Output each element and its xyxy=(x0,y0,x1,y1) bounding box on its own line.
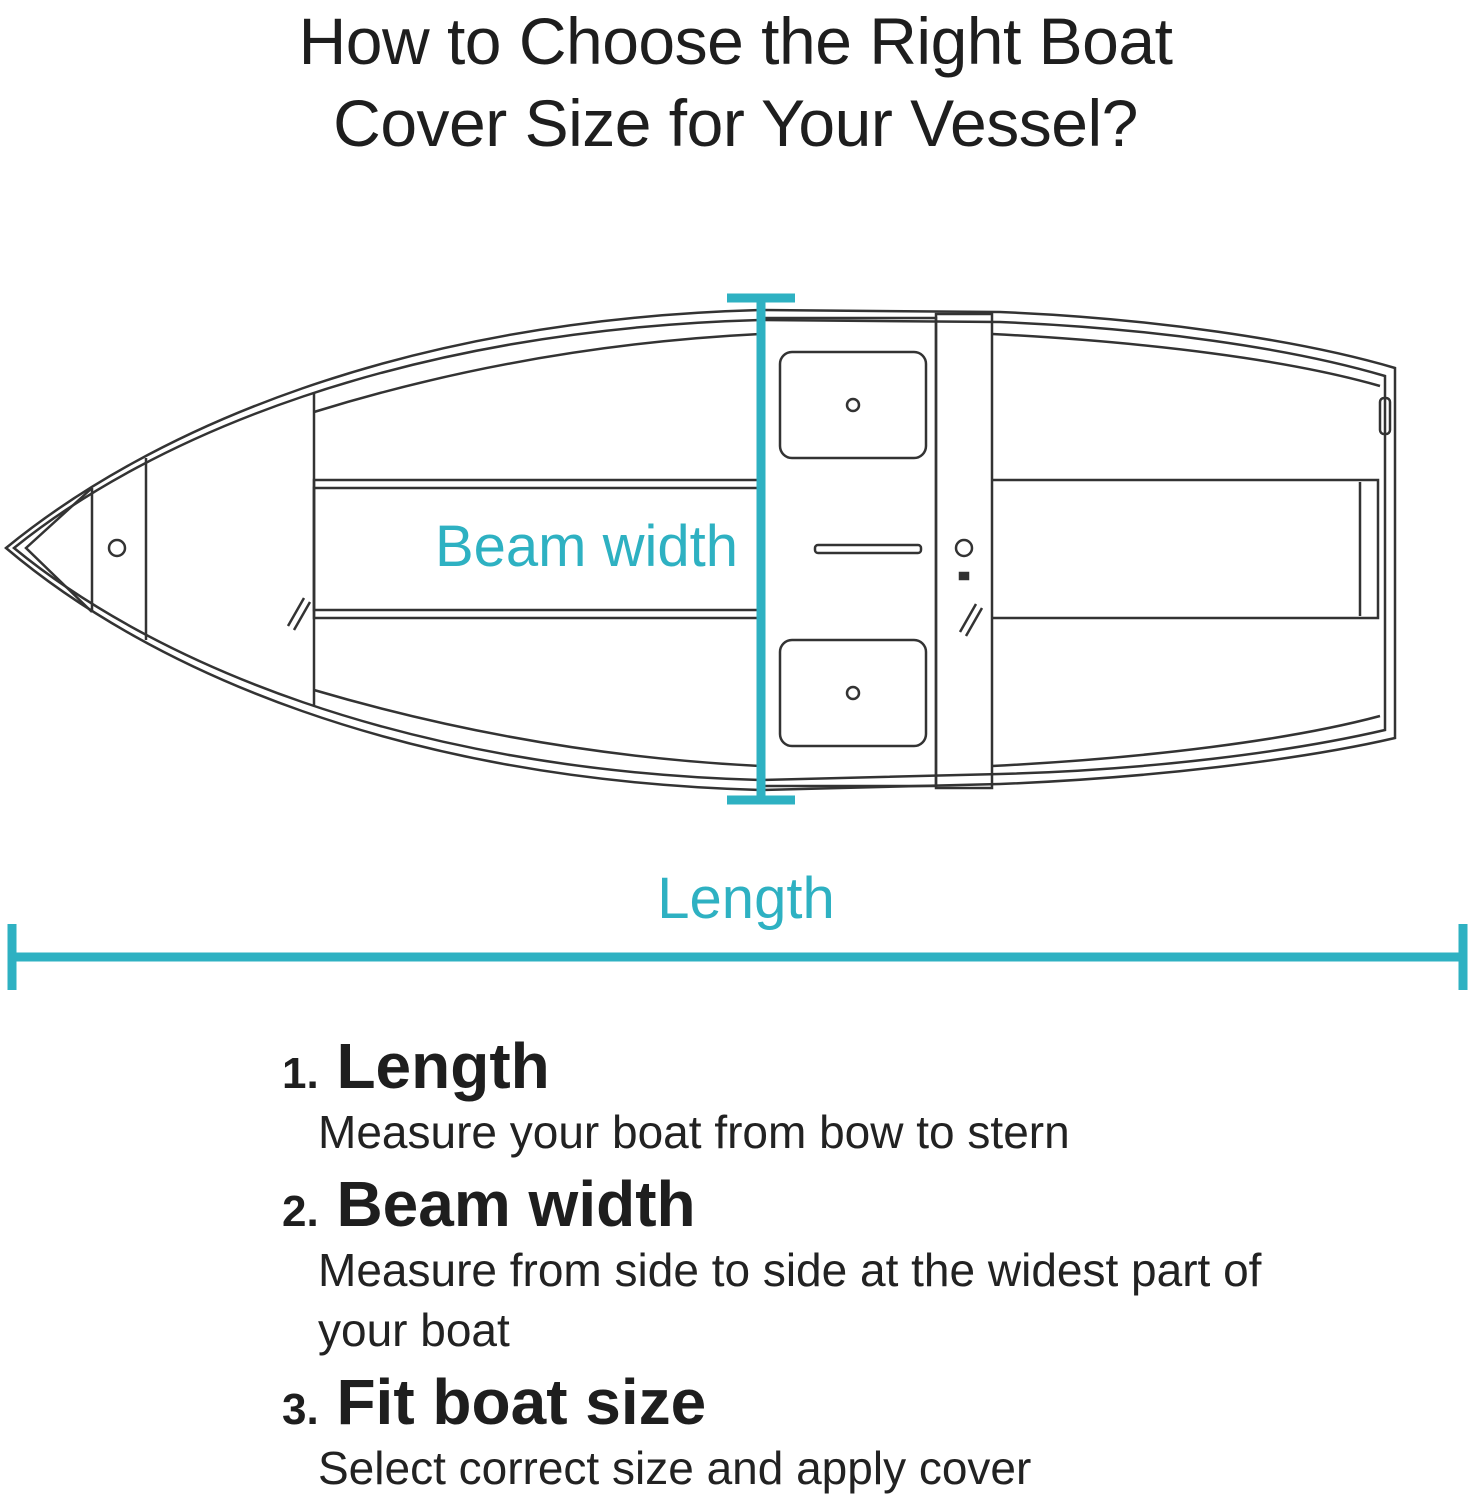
step-heading: Beam width xyxy=(336,1168,696,1240)
title-line-2: Cover Size for Your Vessel? xyxy=(333,86,1138,160)
step-beam-width xyxy=(282,1168,1382,1366)
beam-width-label: Beam width xyxy=(434,514,738,579)
step-heading: Length xyxy=(336,1030,550,1102)
title-line-1: How to Choose the Right Boat xyxy=(298,4,1173,78)
steps-list xyxy=(282,1030,1382,1498)
step-fit-boat-size xyxy=(282,1366,1382,1498)
step-description: Measure from side to side at the widest part of your boat xyxy=(318,1244,1262,1356)
step-number: 2. xyxy=(282,1187,319,1236)
step-number: 3. xyxy=(282,1385,319,1434)
step-number: 1. xyxy=(282,1049,319,1098)
step-description: Select correct size and apply cover xyxy=(318,1442,1032,1494)
length-label: Length xyxy=(657,866,835,931)
step-description: Measure your boat from bow to stern xyxy=(318,1106,1070,1158)
step-length xyxy=(282,1030,1382,1168)
length-marker xyxy=(12,924,1463,990)
step-heading: Fit boat size xyxy=(336,1366,707,1438)
